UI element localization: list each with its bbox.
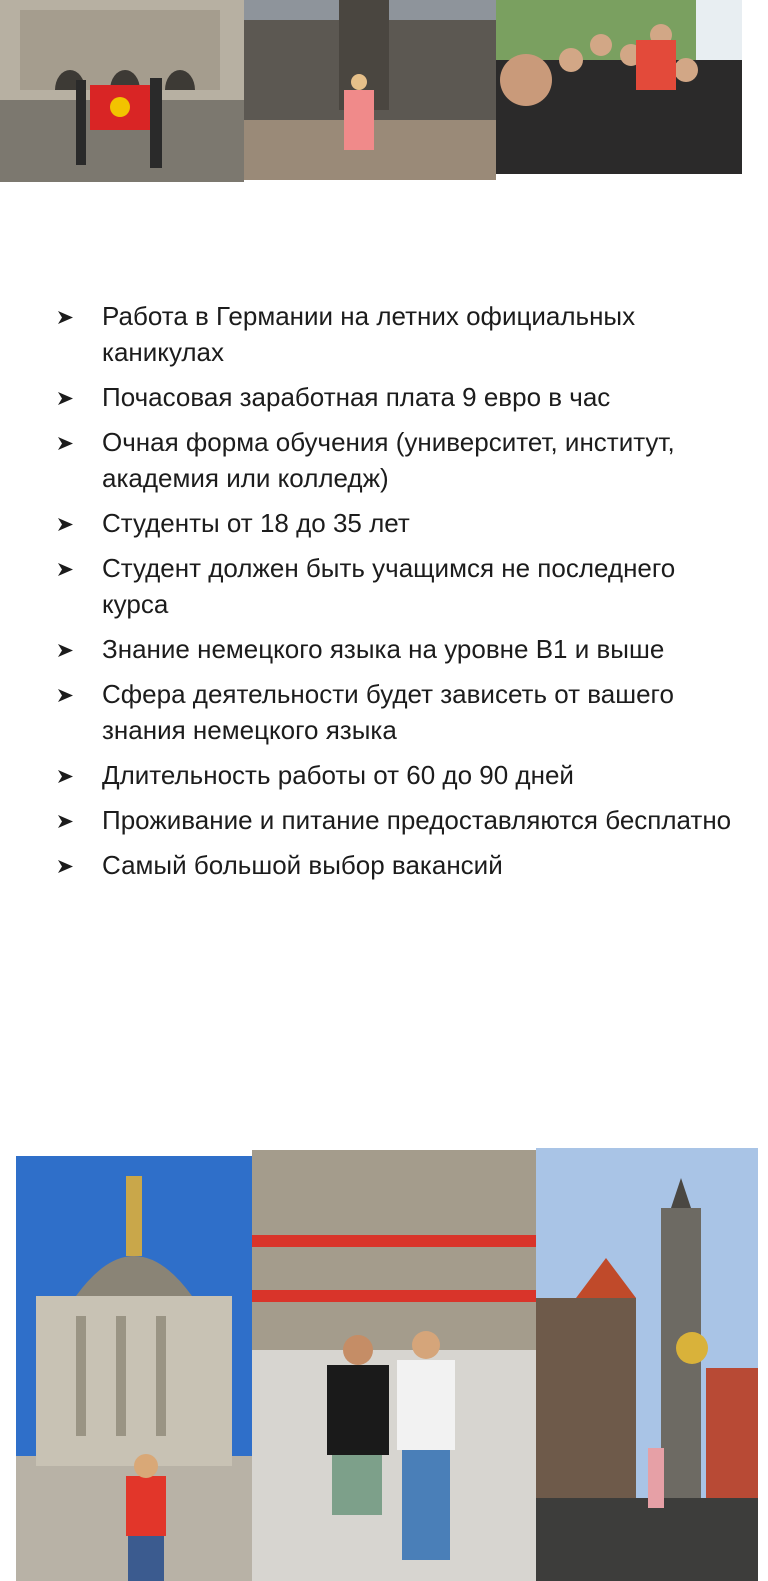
photo-student-group	[496, 0, 742, 174]
photo-square-girl	[244, 0, 496, 180]
list-item-text: Студент должен быть учащимся не последнего курса	[102, 553, 676, 619]
requirements-list	[52, 298, 742, 892]
list-item-text: Работа в Германии на летних официальных каникулах	[102, 301, 636, 367]
list-item	[52, 298, 742, 370]
list-item	[52, 424, 742, 496]
arrow-bullet-icon	[58, 518, 73, 531]
photo-dome-cathedral	[16, 1156, 252, 1581]
list-item	[52, 505, 742, 541]
arrow-bullet-icon	[58, 563, 73, 576]
list-item-text: Проживание и питание предоставляются бесплатно	[102, 805, 732, 835]
list-item-text: Самый большой выбор вакансий	[102, 850, 503, 880]
arrow-bullet-icon	[58, 392, 73, 405]
arrow-bullet-icon	[58, 437, 73, 450]
list-item	[52, 757, 742, 793]
list-item	[52, 847, 742, 883]
list-item	[52, 802, 742, 838]
list-item	[52, 379, 742, 415]
arrow-bullet-icon	[58, 689, 73, 702]
list-item-text: Сфера деятельности будет зависеть от вашего знания немецкого языка	[102, 679, 674, 745]
arrow-bullet-icon	[58, 860, 73, 873]
photo-town-hall-square	[252, 1150, 536, 1581]
list-item-text: Знание немецкого языка на уровне В1 и выше	[102, 634, 665, 664]
photo-roland-statue	[536, 1148, 758, 1581]
list-item-text: Почасовая заработная плата 9 евро в час	[102, 382, 611, 412]
list-item	[52, 631, 742, 667]
list-item	[52, 676, 742, 748]
arrow-bullet-icon	[58, 815, 73, 828]
arrow-bullet-icon	[58, 770, 73, 783]
list-item-text: Очная форма обучения (университет, институт, академия или колледж)	[102, 427, 675, 493]
list-item-text: Длительность работы от 60 до 90 дней	[102, 760, 574, 790]
arrow-bullet-icon	[58, 311, 73, 324]
arrow-bullet-icon	[58, 644, 73, 657]
list-item-text: Студенты от 18 до 35 лет	[102, 508, 410, 538]
list-item	[52, 550, 742, 622]
photo-city-hall-flag	[0, 0, 244, 182]
